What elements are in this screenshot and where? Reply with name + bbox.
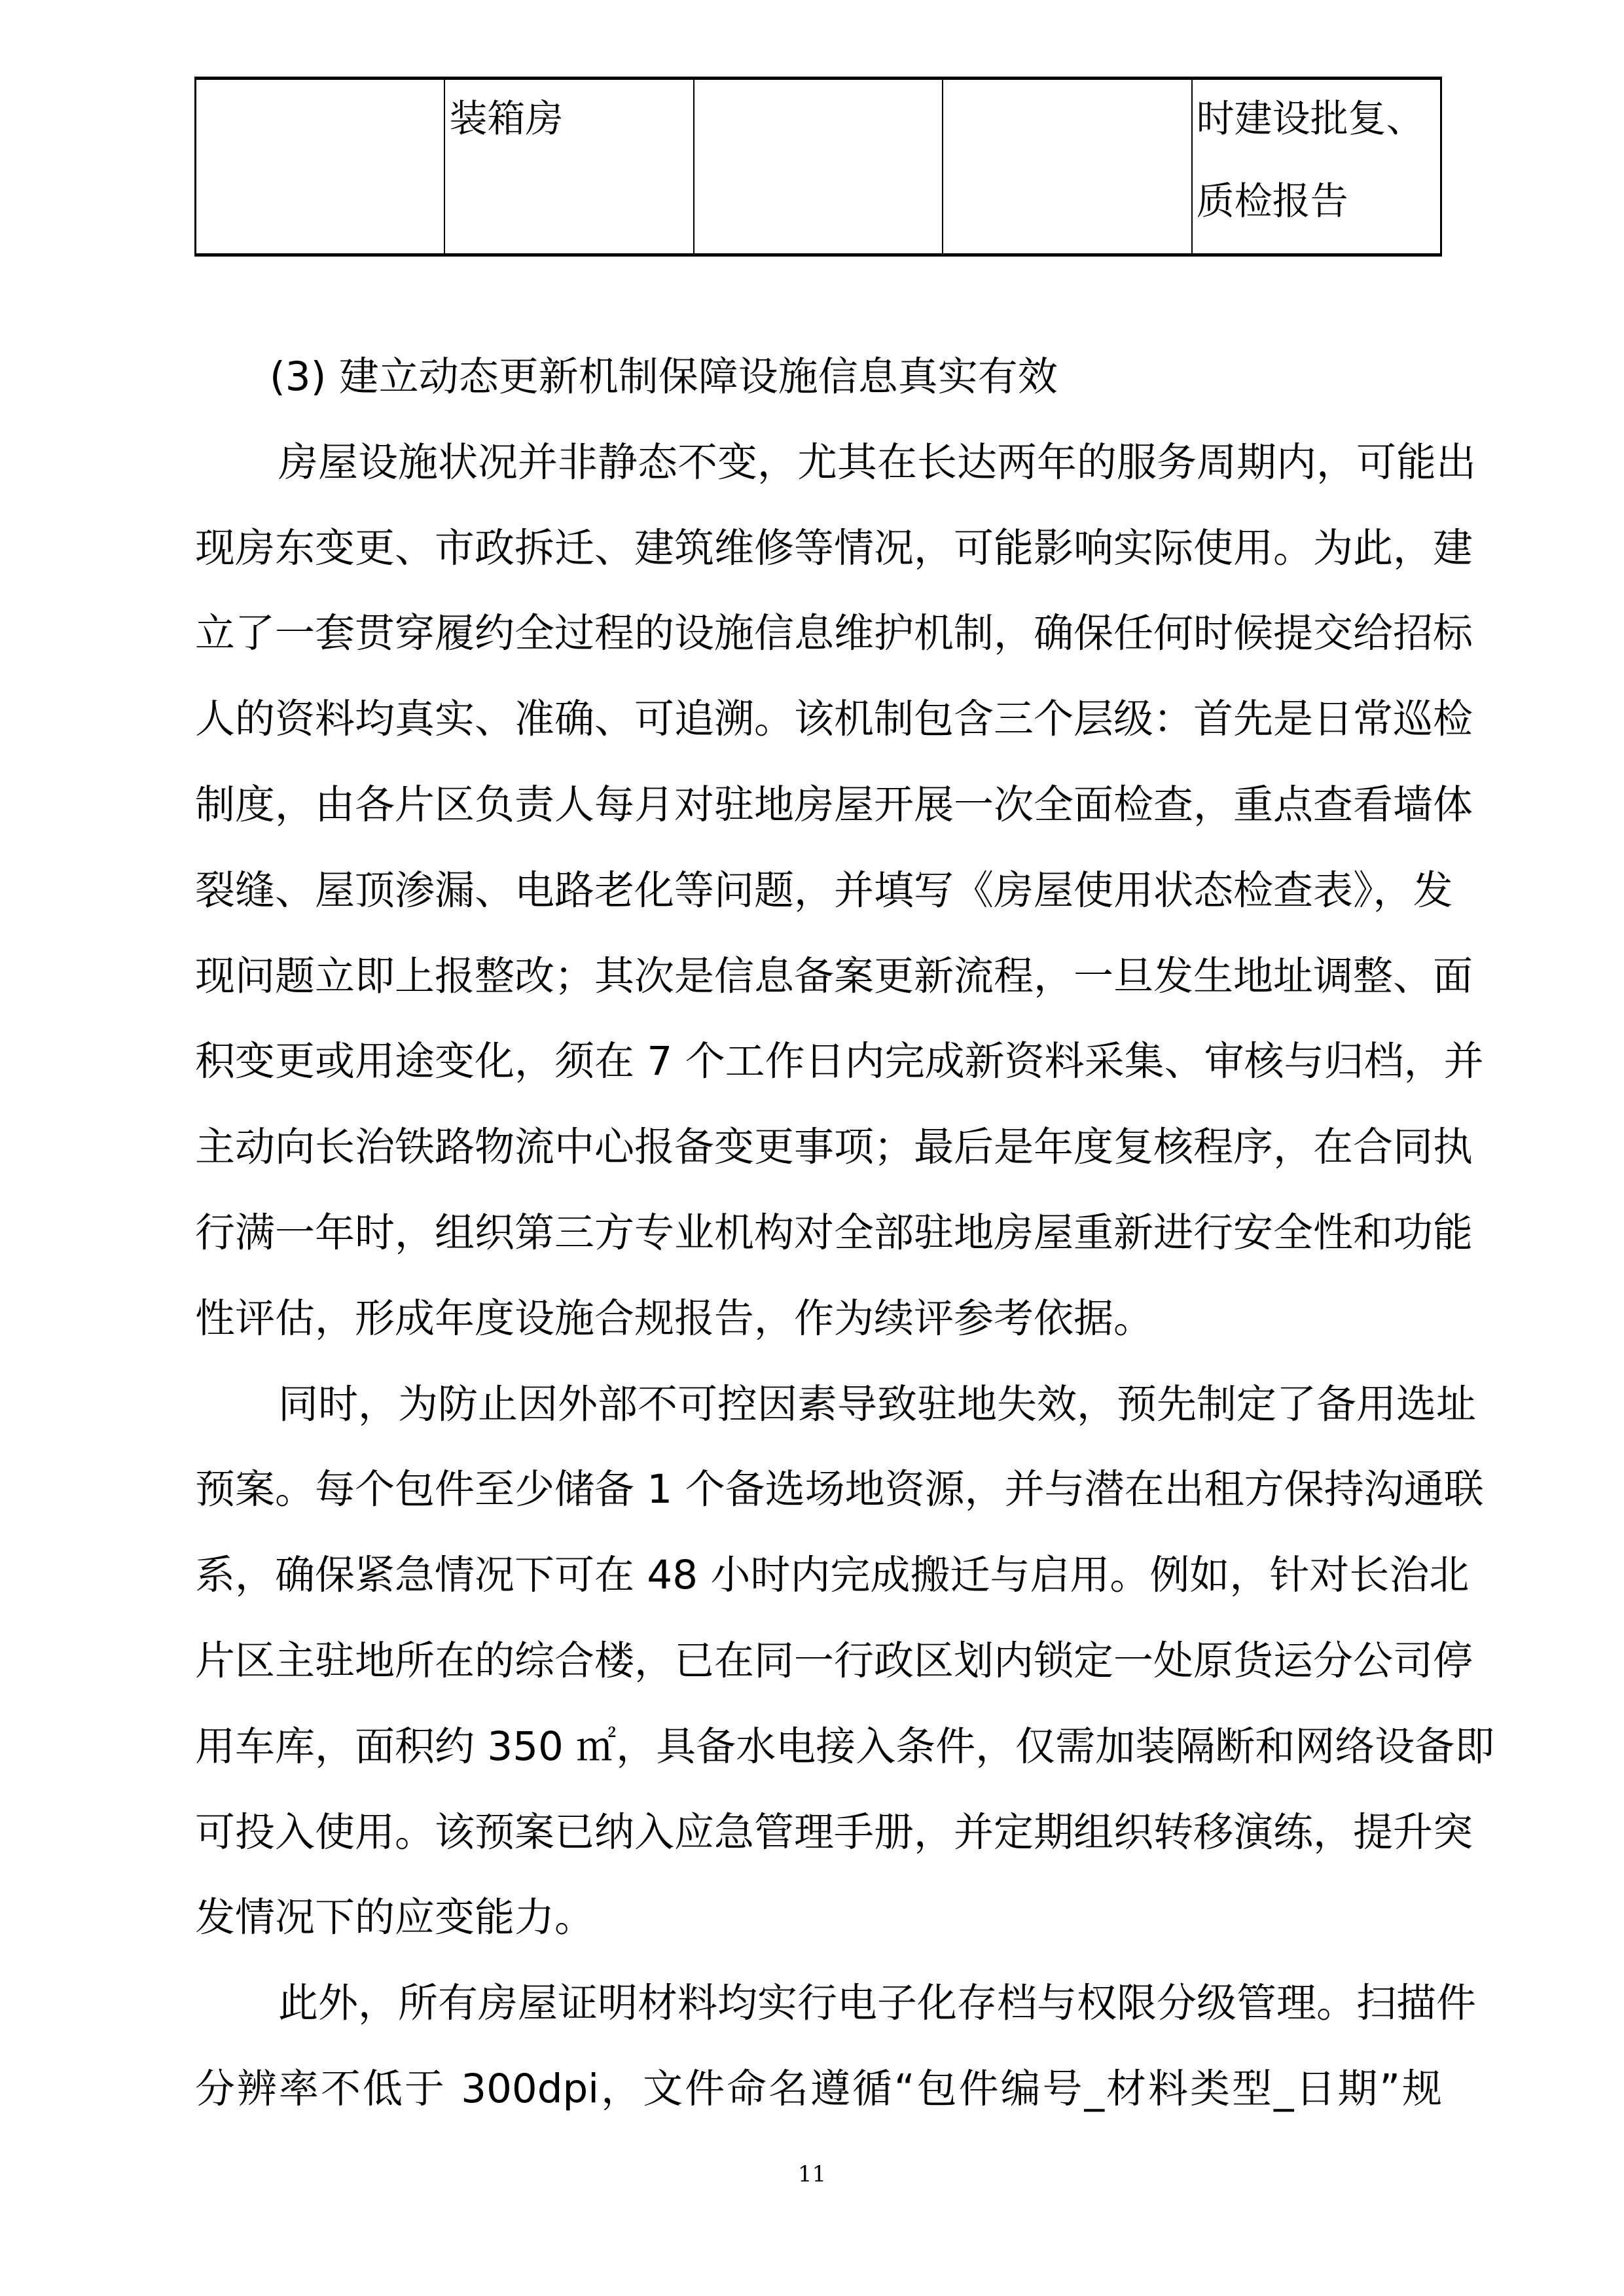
paragraph-line: 同时，为防止因外部不可控因素导致驻地失效，预先制定了备用选址: [278, 1380, 1477, 1427]
paragraph-line: 行满一年时，组织第三方专业机构对全部驻地房屋重新进行安全性和功能: [195, 1210, 1473, 1256]
table-cell: [445, 80, 694, 253]
paragraph-line: 制度，由各片区负责人每月对驻地房屋开展一次全面检查，重点查看墙体: [195, 781, 1473, 828]
table-cell-text: 时建设批复、: [1196, 96, 1424, 141]
table-cell: [196, 80, 445, 253]
paragraph-line: 分辨率不低于 300dpi，文件命名遵循“包件编号_材料类型_日期”规: [195, 2066, 1442, 2112]
paragraph-line: 性评估，形成年度设施合规报告，作为续评参考依据。: [195, 1295, 1154, 1342]
facility-table: [194, 77, 1442, 257]
table-cell: [695, 80, 943, 253]
paragraph-line: 积变更或用途变化，须在 7 个工作日内完成新资料采集、审核与归档，并: [195, 1038, 1484, 1085]
paragraph-line: 裂缝、屋顶渗漏、电路老化等问题，并填写《房屋使用状态检查表》，发: [195, 867, 1453, 914]
section-heading: (3) 建立动态更新机制保障设施信息真实有效: [270, 353, 1058, 400]
paragraph-line: 系，确保紧急情况下可在 48 小时内完成搬迁与启用。例如，针对长治北: [195, 1552, 1470, 1599]
table-cell-text: 质检报告: [1196, 179, 1348, 223]
paragraph-line: 预案。每个包件至少储备 1 个备选场地资源，并与潜在出租方保持沟通联: [195, 1466, 1484, 1513]
table-cell: [943, 80, 1192, 253]
paragraph-line: 用车库，面积约 350 ㎡，具备水电接入条件，仅需加装隔断和网络设备即: [195, 1723, 1495, 1770]
paragraph-line: 可投入使用。该预案已纳入应急管理手册，并定期组织转移演练，提升突: [195, 1808, 1473, 1856]
paragraph-line: 发情况下的应变能力。: [195, 1894, 595, 1941]
paragraph-line: 此外，所有房屋证明材料均实行电子化存档与权限分级管理。扫描件: [278, 1980, 1477, 2027]
paragraph-line: 人的资料均真实、准确、可追溯。该机制包含三个层级：首先是日常巡检: [195, 696, 1473, 743]
paragraph-line: 立了一套贯穿履约全过程的设施信息维护机制，确保任何时候提交给招标: [195, 610, 1473, 657]
table-cell: [1193, 80, 1440, 253]
paragraph-line: 现问题立即上报整改；其次是信息备案更新流程，一旦发生地址调整、面: [195, 952, 1473, 999]
paragraph-line: 房屋设施状况并非静态不变，尤其在长达两年的服务周期内，可能出: [278, 439, 1477, 486]
table-cell-text: 装箱房: [449, 96, 564, 141]
paragraph-line: 主动向长治铁路物流中心报备变更事项；最后是年度复核程序，在合同执: [195, 1124, 1473, 1171]
paragraph-line: 片区主驻地所在的综合楼，已在同一行政区划内锁定一处原货运分公司停: [195, 1638, 1473, 1684]
page-number: 11: [797, 2161, 827, 2187]
paragraph-line: 现房东变更、市政拆迁、建筑维修等情况，可能影响实际使用。为此，建: [195, 524, 1473, 571]
